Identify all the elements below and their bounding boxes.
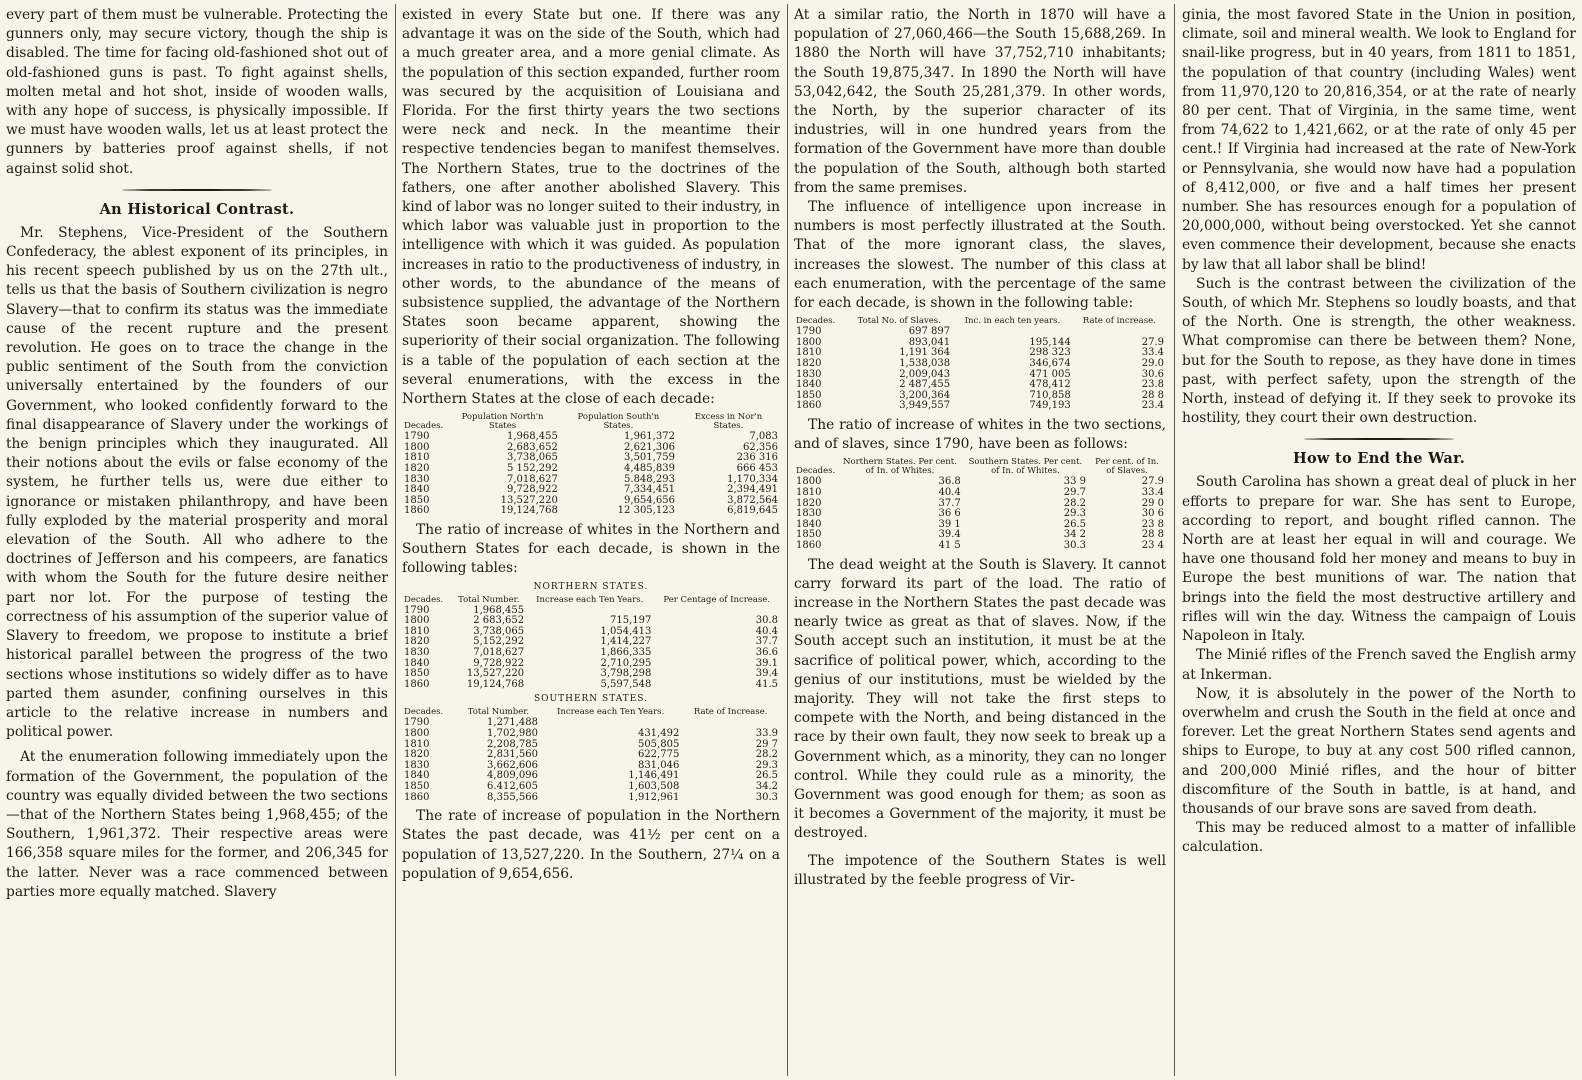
table-cell: 1790 (404, 717, 430, 729)
table-cell: 1850 (796, 529, 822, 541)
table-row (794, 370, 1166, 381)
table-row (794, 380, 1166, 391)
table-row (794, 509, 1166, 520)
table-cell: 1,146,491 (628, 770, 680, 782)
table-cell: 1800 (404, 441, 430, 453)
table-cell: 1830 (404, 647, 430, 658)
table-header: Rate of increase. (1082, 316, 1156, 327)
table-cell: 1820 (796, 358, 822, 370)
table-row (402, 740, 780, 751)
table-cell: 697 897 (908, 326, 951, 338)
table-header: Decades. (796, 316, 836, 327)
table-cell: 3,501,759 (624, 452, 675, 464)
table-cell: 3,738,065 (506, 452, 558, 464)
table-header-row (402, 708, 780, 718)
table-cell: 6.412,605 (487, 780, 538, 792)
table-cell: 1830 (404, 759, 430, 771)
table-header: Southern States. Per cent. of In. of Whites. (968, 457, 1083, 477)
table-cell: 41 5 (938, 539, 961, 551)
table-cell: 2,009,043 (899, 368, 951, 380)
table-cell: 666 453 (736, 463, 778, 475)
table-header: Increase each Ten Years. (536, 594, 644, 605)
table-row (794, 520, 1166, 531)
table-cell: 4,485,839 (624, 463, 675, 475)
table-cell: 195,144 (1029, 336, 1071, 348)
table-cell: 30 6 (1141, 508, 1164, 520)
table-row (402, 680, 780, 691)
table-row (402, 627, 780, 638)
table-cell: 622,775 (637, 749, 680, 761)
table-row (794, 499, 1166, 510)
table-cell: 1830 (796, 368, 822, 380)
table-cell: 1,968,455 (506, 431, 558, 443)
table-cell: 831,046 (637, 759, 680, 771)
table-cell: 9,728,922 (506, 484, 558, 496)
table-cell: 2,208,785 (487, 738, 538, 750)
table-header: Population South'n States. (577, 412, 660, 432)
table-cell: 3,872,564 (727, 494, 778, 506)
table-cell: 1800 (796, 476, 822, 488)
table-cell: 30.6 (1141, 368, 1164, 380)
table-cell: 62,356 (743, 441, 778, 453)
table-cell: 1840 (796, 518, 822, 530)
table-cell: 7,018,627 (506, 473, 558, 485)
table-header-row (402, 413, 780, 432)
table-cell: 12 305,123 (617, 505, 675, 517)
table-cell: 1820 (404, 463, 430, 475)
table-cell: 2,394,491 (727, 484, 778, 496)
table-cell: 33.4 (1141, 347, 1164, 359)
article-paragraph: ginia, the most favored State in the Union in position, climate, soil and mineral wealth. We look to England for snail-like progress, but in 40 years, from 1811 to 1851, the population of that country (including Wales) went from 11,970,120 to 20,816,354, or at the rate of nearly 80 per cent. That of Virginia, in the same time, went from 74,622 to 1,421,662, or at the rate of only 45 per cent.! If Virginia had increased at the rate of New-York or Pennsylvania, she would now have had a population of 8,412,000, or five and a half times her present number. She has resources enough for a population of 20,000,000, without being overstocked. Yet she cannot even commence their development, because she enacts by law that all labor shall be blind! (1182, 7, 1576, 273)
table-cell: 30.3 (1063, 539, 1087, 551)
table-cell: 23.8 (1141, 379, 1164, 391)
table-cell: 1,961,372 (624, 431, 675, 443)
table-cell: 1860 (796, 400, 822, 412)
column-1 (6, 6, 388, 1074)
table-cell: 431,492 (637, 727, 680, 739)
table-row (402, 750, 780, 761)
table-header: Decades. (404, 421, 444, 432)
table-cell: 1,414,227 (600, 636, 652, 648)
table-cell: 9,654,656 (624, 494, 675, 506)
table-header: Per cent. of In. of Slaves. (1095, 457, 1159, 477)
table-row (402, 453, 780, 464)
table-row (402, 782, 780, 793)
table-cell: 1,702,980 (487, 727, 538, 739)
table-row (402, 659, 780, 670)
table-cell: 2 683,652 (473, 615, 525, 627)
southern-states-table (402, 708, 780, 803)
table-row (794, 477, 1166, 488)
table-header: Excess in Nor'n States. (694, 412, 763, 432)
table-row (402, 648, 780, 659)
table-header: Decades. (404, 707, 444, 718)
article-paragraph: South Carolina has shown a great deal of pluck in her efforts to prepare for war. She has sent to Europe, according to report, and bought rifled cannon. The North are at least her equal in will and courage. We have one thousand fold her money and means to buy in Europe the best munitions of war. The nation that brings into the field the most destructive artillery and rifles will win the day. Witness the campaign of Louis Napoleon in Italy. (1182, 474, 1576, 645)
table-row (402, 771, 780, 782)
table-cell: 3,738,065 (473, 625, 525, 637)
table-cell: 1810 (796, 347, 822, 359)
table-cell: 1,603,508 (628, 780, 680, 792)
table-header-row (794, 458, 1166, 477)
table-cell: 1800 (404, 615, 430, 627)
article-heading: An Historical Contrast. (99, 200, 295, 218)
table-row (794, 401, 1166, 412)
column-3 (794, 6, 1166, 1074)
table-header: Northern States. Per cent. of In. of Whites. (843, 457, 957, 477)
table-cell: 749,193 (1029, 400, 1071, 412)
table-cell: 29 0 (1141, 497, 1164, 509)
table-header: Total Number. (458, 594, 520, 605)
table-cell: 34 2 (1063, 529, 1087, 541)
slaves-table (794, 317, 1166, 412)
table-cell: 1810 (404, 625, 430, 637)
table-cell: 3,662,606 (487, 759, 538, 771)
table-row (794, 327, 1166, 338)
column-rule (1174, 4, 1175, 1076)
table-row (402, 496, 780, 507)
table-cell: 36.6 (755, 647, 778, 658)
table-header-row (794, 317, 1166, 327)
table-cell: 1820 (796, 497, 822, 509)
table-cell: 8,355,566 (487, 791, 538, 803)
table-cell: 37.7 (755, 636, 778, 648)
article-paragraph: The ratio of increase of whites in the two sections, and of slaves, since 1790, have been as follows: (794, 417, 1166, 453)
table-cell: 505,805 (637, 738, 680, 750)
table-cell: 1,538,038 (899, 358, 951, 370)
table-cell: 710,858 (1029, 389, 1071, 401)
article-paragraph: The rate of increase of population in the Northern States the past decade, was 41½ per cent on a population of 13,527,220. In the Southern, 27¼ on a population of 9,654,656. (402, 808, 780, 882)
table-cell: 29.3 (1063, 508, 1087, 520)
table-header: Total No. of Slaves. (857, 316, 941, 327)
table-cell: 471 005 (1029, 368, 1071, 380)
table-cell: 1,191 364 (899, 347, 951, 359)
table-cell: 33.4 (1141, 487, 1164, 498)
table-header: Decades. (404, 594, 444, 605)
table-cell: 33 9 (1063, 476, 1087, 488)
table-row (794, 359, 1166, 370)
table-cell: 346,674 (1029, 358, 1071, 370)
table-cell: 23 4 (1141, 539, 1164, 551)
table-cell: 13,527,220 (466, 668, 525, 680)
table-cell: 29.0 (1141, 358, 1164, 370)
table-cell: 1,170,334 (727, 473, 778, 485)
table-cell: 33.9 (755, 727, 778, 739)
table-cell: 715,197 (610, 615, 652, 627)
table-row (794, 488, 1166, 499)
table-header: Rate of Increase. (693, 707, 768, 718)
table-row (402, 464, 780, 475)
table-cell: 478,412 (1029, 379, 1071, 391)
section-separator (122, 189, 272, 191)
table-cell: 1820 (404, 636, 430, 648)
table-cell: 1,271,488 (487, 717, 538, 729)
table-cell: 1840 (404, 770, 430, 782)
table-cell: 2 487,455 (899, 379, 951, 391)
table-cell: 19,124,768 (500, 505, 558, 517)
table-row (794, 391, 1166, 402)
table-cell: 9,728,922 (473, 657, 525, 669)
table-cell: 893,041 (908, 336, 951, 348)
table-cell: 1800 (404, 727, 430, 739)
table-cell: 3,949,557 (899, 400, 951, 412)
table-cell: 26.5 (1063, 518, 1087, 530)
table-cell: 1830 (404, 473, 430, 485)
table-cell: 2,831,560 (487, 749, 538, 761)
table-cell: 2,621,306 (624, 441, 675, 453)
table-cell: 7,083 (749, 431, 778, 443)
table-row (402, 606, 780, 617)
table-cell: 30.8 (755, 615, 778, 627)
table-cell: 298 323 (1029, 347, 1071, 359)
table-row (402, 718, 780, 729)
table-cell: 1860 (404, 678, 430, 690)
table-cell: 23 8 (1141, 518, 1164, 530)
article-paragraph: The Minié rifles of the French saved the English army at Inkerman. (1182, 647, 1576, 683)
table-cell: 40.4 (755, 625, 778, 637)
table-cell: 13,527,220 (500, 494, 558, 506)
table-header-row (402, 596, 780, 606)
table-header: Decades. (796, 466, 836, 477)
table-cell: 28.2 (755, 749, 778, 761)
column-4 (1182, 6, 1576, 1074)
table-cell: 41.5 (755, 678, 778, 690)
table-row (794, 541, 1166, 552)
table-cell: 5.848,293 (624, 473, 675, 485)
article-paragraph: every part of them must be vulnerable. Protecting the gunners only, may secure victory, though the ship is disabled. The time for facing old-fashioned shot out of old-fashioned guns is past. To fight against shells, molten metal and hot shot, inside of wooden walls, with any hope of success, is physically impossible. If we must have wooden walls, let us at least protect the gunners by batteries proof against shells, if not against solid shot. (6, 7, 388, 177)
table-row (402, 432, 780, 443)
table-cell: 34.2 (755, 780, 778, 792)
table-row (402, 616, 780, 627)
table-header: Increase each Ten Years. (557, 707, 665, 718)
table-cell: 3,200,364 (899, 389, 951, 401)
table-row (402, 443, 780, 454)
table-cell: 39.4 (755, 668, 778, 680)
table-cell: 1850 (404, 668, 430, 680)
table-row (794, 348, 1166, 359)
table-cell: 1840 (404, 657, 430, 669)
table-cell: 236 316 (736, 452, 778, 464)
table-cell: 1850 (404, 494, 430, 506)
table-cell: 1860 (404, 505, 430, 517)
table-cell: 1790 (404, 431, 430, 443)
table-cell: 1810 (404, 452, 430, 464)
table-cell: 1790 (404, 604, 430, 616)
table-row (402, 485, 780, 496)
table-cell: 2,683,652 (506, 441, 558, 453)
table-caption: SOUTHERN STATES. (533, 694, 649, 705)
table-cell: 39 1 (938, 518, 961, 530)
table-row (402, 669, 780, 680)
table-cell: 28.2 (1063, 497, 1087, 509)
table-cell: 5,152,292 (473, 636, 525, 648)
table-row (794, 530, 1166, 541)
table-cell: 3,798,298 (600, 668, 652, 680)
table-cell: 1830 (796, 508, 822, 520)
column-rule (395, 4, 396, 1076)
table-cell: 7,018,627 (473, 647, 525, 658)
table-cell: 40.4 (938, 487, 961, 498)
table-row (402, 475, 780, 486)
table-cell: 39.4 (938, 529, 961, 541)
table-cell: 5,597,548 (600, 678, 652, 690)
article-paragraph: The ratio of increase of whites in the Northern and Southern States for each decade, is shown in the following tables: (402, 522, 780, 577)
table-cell: 7,334,451 (624, 484, 675, 496)
table-cell: 29.7 (1063, 487, 1087, 498)
table-cell: 39.1 (755, 657, 778, 669)
table-cell: 4,809,096 (487, 770, 538, 782)
article-paragraph: At the enumeration following immediately upon the formation of the Government, the population of the country was equally divided between the two sections—that of the Northern States being 1,968,455; of the Southern, 1,961,372. Their respective areas were 166,358 square miles for the former, and 206,345 for the latter. Never was a race commenced between parties more equally matched. Slavery (6, 749, 388, 900)
table-cell: 1850 (796, 389, 822, 401)
table-row (402, 729, 780, 740)
table-header: Inc. in each ten years. (964, 316, 1061, 327)
table-header: Population North'n States (461, 412, 544, 432)
column-2 (402, 6, 780, 1074)
article-paragraph: Such is the contrast between the civilization of the South, of which Mr. Stephens so loudly boasts, and that of the North. One is strength, the other weakness. What compromise can there be between them? None, but for the South to repose, as they have done in times past, with perfect safety, upon the strength of the North, instead of defying it. If they seek to provoke its hostility, they court their own destruction. (1182, 275, 1576, 427)
article-paragraph: At a similar ratio, the North in 1870 will have a population of 27,060,466—the South 15,688,269. In 1880 the North will have 37,752,710 inhabitants; the South 19,875,347. In 1890 the North will have 53,042,642, the South 25,281,379. In other words, the North, by the superior character of its industries, will in one hundred years from the formation of the Government have more than double the population of the South, although both started from the same premises. (794, 7, 1166, 196)
table-cell: 28 8 (1141, 529, 1164, 541)
column-rule (787, 4, 788, 1076)
table-cell: 1800 (796, 336, 822, 348)
article-paragraph: The dead weight at the South is Slavery. It cannot carry forward its part of the load. The ratio of increase in the Northern States the past decade was nearly twice as great as that of slaves. Now, if the South accept such an institution, it must be at the sacrifice of political power, which, according to the genius of our institutions, must be wielded by the majority. They will not take the first steps to compete with the North, and being distanced in the race by their own fault, they now seek to break up a Government which, as a minority, they can no longer control. While they could rule as a minority, the Government was good enough for them; as soon as it becomes a Government of the majority, it must be destroyed. (794, 556, 1166, 842)
table-cell: 1810 (796, 487, 822, 498)
article-paragraph: existed in every State but one. If there was any advantage it was on the side of the South, which had a much greater area, and a more genial climate. As the population of this section expanded, further room was secured by the acquisition of Louisiana and Florida. For the first thirty years the two sections were neck and neck. In the meantime their respective tendencies began to manifest themselves. The Northern States, true to the doctrines of the fathers, one after another abolished Slavery. This kind of labor was no longer suited to their industry, in which labor was valuable just in proportion to the intelligence with which it was guided. As population increases in ratio to the productiveness of industry, in other words, to the abundance of the means of subsistence supplied, the advantage of the Northern States soon became apparent, showing the superiority of their social organization. The following is a table of the population of each section at the several enumerations, with the excess in the Northern States at the close of each decade: (402, 7, 780, 408)
table-row (794, 338, 1166, 349)
table-row (402, 793, 780, 804)
table-header: Per Centage of Increase. (663, 594, 770, 605)
article-paragraph: The influence of intelligence upon increase in numbers is most perfectly illustrated at the South. That of the more ignorant class, the slaves, increases the slowest. The number of this class at each enumeration, with the percentage of the same for each decade, is shown in the following table: (794, 199, 1166, 312)
table-cell: 19,124,768 (466, 678, 525, 690)
table-cell: 1,866,335 (600, 647, 652, 658)
table-cell: 1850 (404, 780, 430, 792)
table-cell: 1840 (404, 484, 430, 496)
table-cell: 36.8 (938, 476, 961, 488)
table-cell: 1,968,455 (473, 604, 525, 616)
ratio-table (794, 458, 1166, 551)
table-row (402, 761, 780, 772)
article-paragraph: Now, it is absolutely in the power of the North to overwhelm and crush the South in the field at once and forever. Let the great Northern States send agents and ships to Europe, to buy at any cost 500 rifled cannon, and 200,000 Minié rifles, and the hour of bitter discomfiture of the South in battle, is at hand, and thousands of our brave sons are saved from death. (1182, 685, 1576, 817)
northern-states-table (402, 596, 780, 691)
table-cell: 1820 (404, 749, 430, 761)
table-cell: 27.9 (1141, 336, 1164, 348)
table-cell: 6,819,645 (727, 505, 778, 517)
table-cell: 5 152,292 (506, 463, 558, 475)
table-cell: 1,912,961 (628, 791, 680, 803)
article-paragraph: Mr. Stephens, Vice-President of the Southern Confederacy, the ablest exponent of its principles, in his recent speech published by us on the 27th ult., tells us that the basis of Southern civilization is negro Slavery—that to confirm its status was the immediate cause of the recent rupture and the present revolution. He goes on to trace the change in the public sentiment of the South from the conviction universally entertained by the founders of our Government, who looked confidently forward to the final disappearance of Slavery under the workings of the benign principles which they inaugurated. All their notions about the evils or false economy of the system, he further tells us, were due either to ignorance or mistaken philanthropy, and have been fully exploded by the material prosperity and moral elevation of the South. All who adhere to the doctrines of Jefferson and his compeers, are fanatics with whom the South for the future desire neither part nor lot. For the purpose of testing the correctness of his assumption of the superior value of Slavery to freedom, we propose to institute a brief historical parallel between the progress of the two sections whose institutions so widely differ as to have parted them asunder, confining ourselves in this article to the relative increase in numbers and political power. (6, 224, 388, 741)
article-paragraph: This may be reduced almost to a matter of infallible calculation. (1182, 820, 1576, 856)
table-cell: 36 6 (938, 508, 961, 520)
table-cell: 27.9 (1141, 476, 1164, 488)
table-row (402, 506, 780, 517)
table-cell: 2,710,295 (600, 657, 652, 669)
table-cell: 1790 (796, 326, 822, 338)
table-cell: 29 7 (755, 738, 778, 750)
table-row (402, 637, 780, 648)
table-cell: 23.4 (1141, 400, 1164, 412)
table-cell: 26.5 (755, 770, 778, 782)
table-cell: 28 8 (1141, 389, 1164, 401)
article-heading: How to End the War. (1292, 450, 1466, 468)
table-caption: NORTHERN STATES. (533, 581, 649, 592)
table-cell: 1810 (404, 738, 430, 750)
table-cell: 29.3 (755, 759, 778, 771)
table-cell: 37.7 (938, 497, 961, 509)
table-header: Total Number. (467, 707, 530, 718)
table-cell: 1,054,413 (600, 625, 652, 637)
population-table (402, 413, 780, 517)
section-separator (1304, 438, 1454, 440)
table-cell: 30.3 (755, 791, 778, 803)
table-cell: 1860 (404, 791, 430, 803)
table-cell: 1840 (796, 379, 822, 391)
table-cell: 1860 (796, 539, 822, 551)
article-paragraph: The impotence of the Southern States is well illustrated by the feeble progress of Vir- (794, 852, 1166, 888)
